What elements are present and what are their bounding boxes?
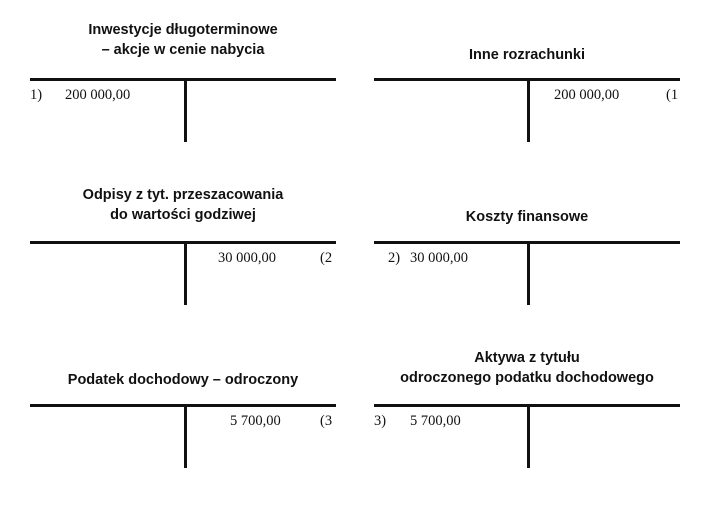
debit-amount: 200 000,00 — [65, 87, 131, 103]
t-account-vertical-line — [184, 241, 187, 305]
credit-ref: (3 — [320, 413, 333, 429]
t-account-vertical-line — [527, 78, 530, 142]
account-title — [30, 185, 336, 225]
account-title-line-1: Inwestycje długoterminowe — [88, 22, 278, 38]
t-account-vertical-line — [527, 404, 530, 468]
t-account-horizontal-line — [30, 241, 336, 244]
credit-ref: (1 — [666, 87, 679, 103]
credit-amount: 30 000,00 — [218, 250, 276, 266]
t-account-other-settlements — [374, 20, 680, 145]
t-account-vertical-line — [184, 404, 187, 468]
t-account-horizontal-line — [30, 78, 336, 81]
account-title — [374, 207, 680, 227]
account-title — [374, 45, 680, 65]
t-account-finance-costs — [374, 185, 680, 310]
credit-ref: (2 — [320, 250, 333, 266]
t-account-horizontal-line — [30, 404, 336, 407]
t-account-revaluation-writedowns — [30, 185, 336, 310]
debit-amount: 30 000,00 — [410, 250, 468, 266]
t-account-investments — [30, 20, 336, 145]
credit-amount: 5 700,00 — [230, 413, 281, 429]
t-account-deferred-income-tax — [30, 346, 336, 471]
account-title-line-1: Odpisy z tyt. przeszacowania — [82, 187, 284, 203]
account-title — [30, 20, 336, 60]
debit-ref: 1) — [30, 87, 43, 103]
account-title-line-2: – akcje w cenie nabycia — [101, 42, 265, 58]
account-title-line-1: Aktywa z tytułu — [474, 350, 580, 366]
debit-amount: 5 700,00 — [410, 413, 461, 429]
account-title-line-2: do wartości godziwej — [110, 207, 256, 223]
account-title-line-1: Inne rozrachunki — [468, 47, 586, 63]
account-title — [30, 370, 336, 390]
debit-ref: 2) — [388, 250, 401, 266]
account-title-line-2: odroczonego podatku dochodowego — [400, 370, 654, 386]
credit-amount: 200 000,00 — [554, 87, 620, 103]
t-account-vertical-line — [184, 78, 187, 142]
account-title-line-1: Koszty finansowe — [465, 209, 589, 225]
t-account-deferred-tax-assets — [374, 346, 680, 471]
account-title-line-1: Podatek dochodowy – odroczony — [67, 372, 299, 388]
t-account-vertical-line — [527, 241, 530, 305]
account-title — [374, 348, 680, 388]
debit-ref: 3) — [374, 413, 387, 429]
